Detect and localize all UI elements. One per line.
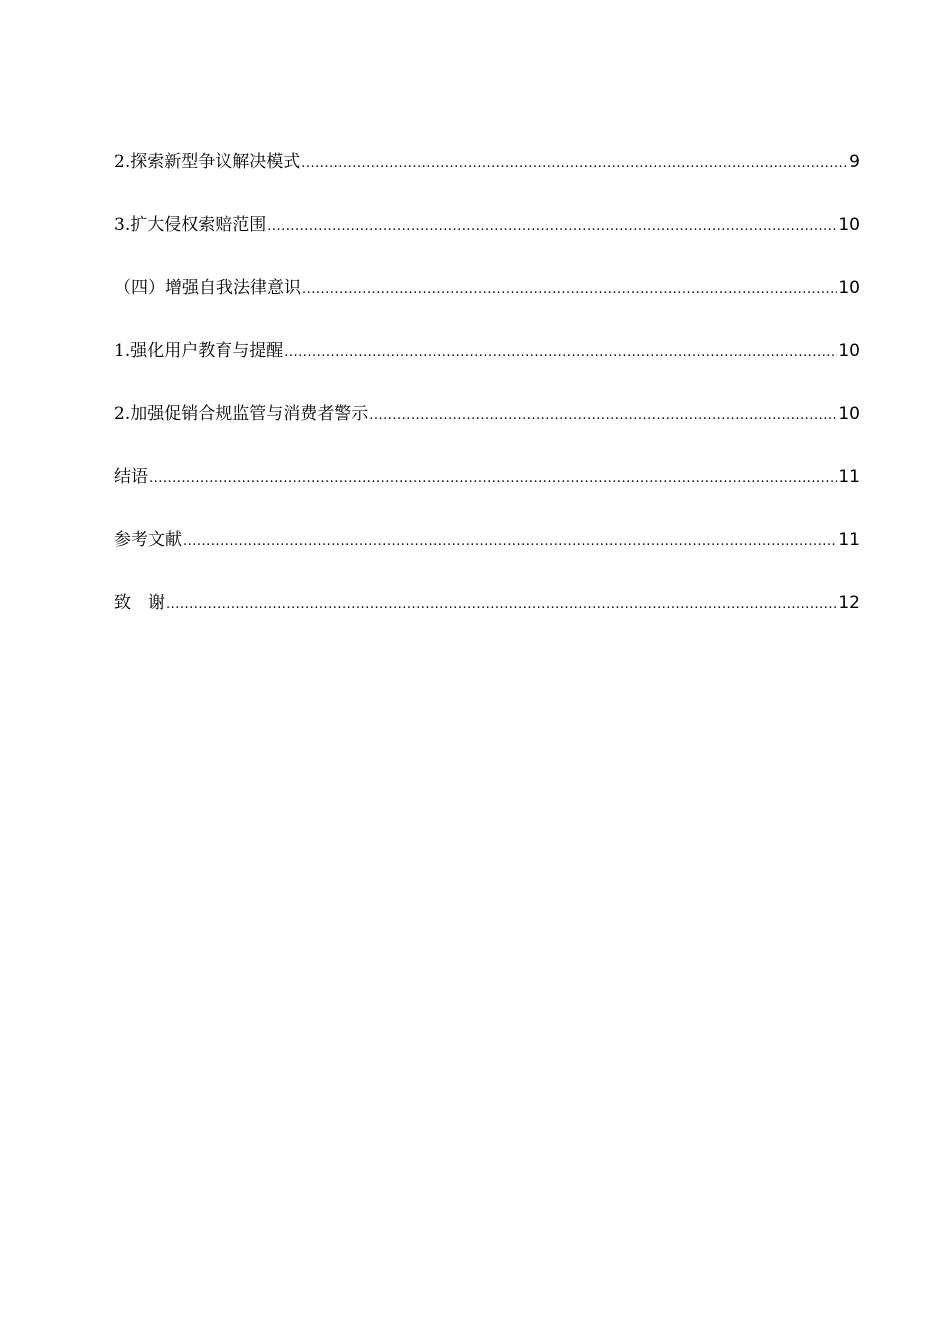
toc-entry-page: 10 xyxy=(838,215,860,235)
toc-entry[interactable] xyxy=(114,270,860,333)
toc-entry-title: 1.强化用户教育与提醒 xyxy=(114,341,284,361)
toc-entry[interactable] xyxy=(114,333,860,396)
toc-entry[interactable] xyxy=(114,396,860,459)
toc-entry-page: 10 xyxy=(838,404,860,424)
toc-entry-page: 10 xyxy=(838,341,860,361)
toc-leader-dots xyxy=(284,335,837,371)
toc-entry[interactable] xyxy=(114,207,860,270)
toc-entry-page: 11 xyxy=(838,467,860,487)
toc-leader-dots xyxy=(267,209,837,245)
toc-entry-title: 2.加强促销合规监管与消费者警示 xyxy=(114,404,369,424)
table-of-contents xyxy=(114,144,860,648)
toc-entry-title: 致 谢 xyxy=(114,593,165,613)
toc-entry[interactable] xyxy=(114,459,860,522)
toc-entry-title: 结语 xyxy=(114,467,148,487)
toc-entry-page: 11 xyxy=(838,530,860,550)
toc-entry-page: 9 xyxy=(849,152,860,172)
toc-entry-title: 2.探索新型争议解决模式 xyxy=(114,152,301,172)
toc-leader-dots xyxy=(369,398,837,434)
toc-entry[interactable] xyxy=(114,522,860,585)
toc-entry-title: 3.扩大侵权索赔范围 xyxy=(114,215,267,235)
toc-leader-dots xyxy=(149,461,837,497)
toc-entry-title: 参考文献 xyxy=(114,530,182,550)
toc-leader-dots xyxy=(166,587,837,623)
toc-entry[interactable] xyxy=(114,144,860,207)
toc-entry-page: 10 xyxy=(838,278,860,298)
toc-entry-title: （四）增强自我法律意识 xyxy=(114,278,301,298)
toc-leader-dots xyxy=(301,146,848,182)
toc-entry-page: 12 xyxy=(838,593,860,613)
toc-leader-dots xyxy=(183,524,837,560)
toc-entry[interactable] xyxy=(114,585,860,648)
toc-leader-dots xyxy=(302,272,837,308)
